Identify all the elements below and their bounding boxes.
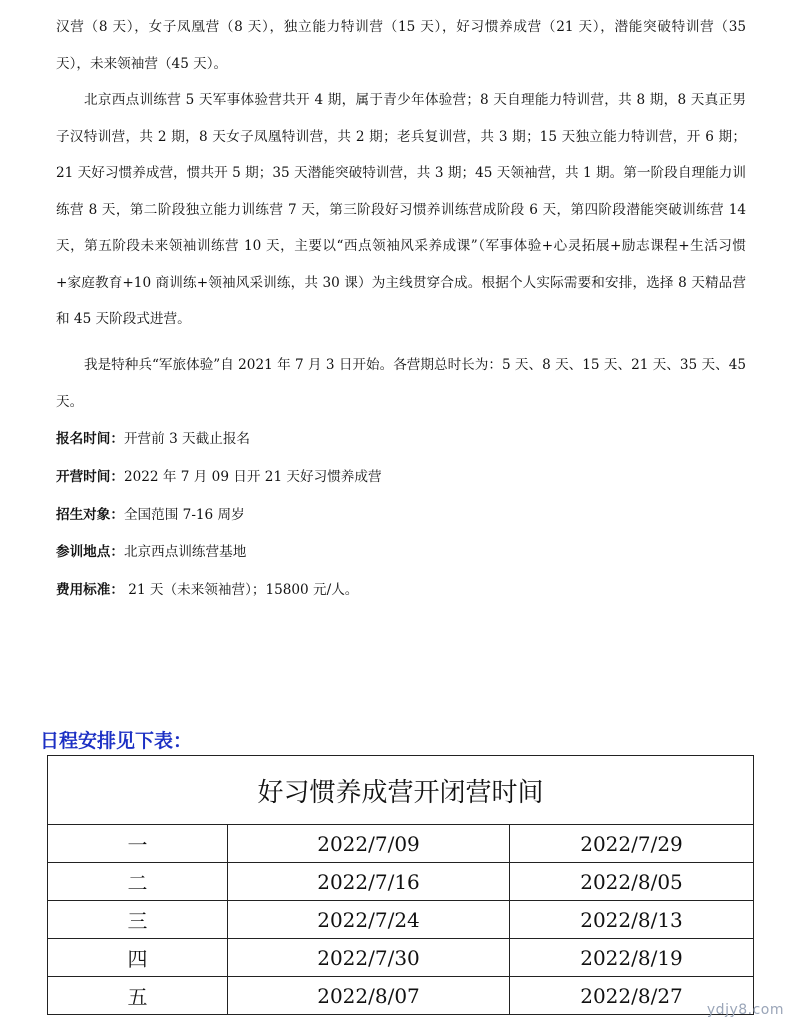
close-date-cell: 2022/8/27 (510, 977, 754, 1015)
table-row (48, 901, 754, 939)
info-row-opening (56, 467, 382, 487)
open-date-cell: 2022/7/16 (228, 863, 510, 901)
period-cell: 一 (48, 825, 228, 863)
table-row (48, 939, 754, 977)
info-row-registration (56, 429, 250, 449)
info-value: 2022 年 7 月 09 日开 21 天好习惯养成营 (123, 469, 382, 485)
period-cell: 三 (48, 901, 228, 939)
info-row-audience (56, 505, 245, 525)
period-cell: 四 (48, 939, 228, 977)
info-label: 开营时间： (56, 469, 124, 485)
origin-paragraph: 我是特种兵“军旅体验”自 2021 年 7 月 3 日开始。各营期总时长为：5 天、8 天、15 天、21 天、35 天、45 天。 (56, 357, 746, 410)
table-row (48, 863, 754, 901)
info-value: 21 天（未来领袖营）；15800 元/人。 (123, 582, 359, 598)
program-paragraph: 北京西点训练营 5 天军事体验营共开 4 期，属于青少年体验营；8 天自理能力特训营，共 8 期，8 天真正男子汉特训营，共 2 期，8 天女子凤凰特训营，共 2 期；老兵复训营，共 3 期；15 天独立能力特训营，开 6 期； 21 天好习惯养成营，惯共开 5 期；35 天潜能突破特训营，共 3 期；45 天领袖营，共 1 期。第一阶段自理能力训练营 8 天，第二阶段独立能力训练营 7 天，第三阶段好习惯养训练营成阶段 6 天，第四阶段潜能突破训练营 14 天，第五阶段未来领袖训练营 10 天，主要以“西点领袖风采养成课”（军事体验+心灵拓展+励志课程+生活习惯+家庭教育+10 商训练+领袖风采训练，共 30 课）为主线贯穿合成。根据个人实际需要和安排，选择 8 天精品营和 45 天阶段式进营。 (56, 92, 746, 327)
table-row (48, 825, 754, 863)
close-date-cell: 2022/8/19 (510, 939, 754, 977)
schedule-heading: 日程安排见下表： (40, 730, 193, 752)
info-label: 参训地点： (56, 544, 124, 560)
close-date-cell: 2022/8/13 (510, 901, 754, 939)
info-label: 费用标准： (56, 582, 124, 598)
info-row-location (56, 542, 246, 562)
info-value: 北京西点训练营基地 (123, 544, 247, 560)
schedule-table-title: 好习惯养成营开闭营时间 (48, 756, 754, 825)
period-cell: 二 (48, 863, 228, 901)
open-date-cell: 2022/7/09 (228, 825, 510, 863)
info-label: 报名时间： (56, 431, 124, 447)
period-cell: 五 (48, 977, 228, 1015)
info-value: 全国范围 7-16 周岁 (123, 507, 245, 523)
schedule-table (47, 755, 754, 1015)
open-date-cell: 2022/8/07 (228, 977, 510, 1015)
open-date-cell: 2022/7/24 (228, 901, 510, 939)
intro-tail-paragraph: 汉营（8 天），女子凤凰营（8 天），独立能力特训营（15 天），好习惯养成营（21 天），潜能突破特训营（35 天），未来领袖营（45 天）。 (56, 19, 746, 72)
close-date-cell: 2022/7/29 (510, 825, 754, 863)
open-date-cell: 2022/7/30 (228, 939, 510, 977)
table-row (48, 977, 754, 1015)
close-date-cell: 2022/8/05 (510, 863, 754, 901)
info-label: 招生对象： (56, 507, 124, 523)
info-row-fee (56, 580, 358, 600)
site-watermark: ydjy8.com (706, 1002, 784, 1018)
info-value: 开营前 3 天截止报名 (123, 431, 251, 447)
